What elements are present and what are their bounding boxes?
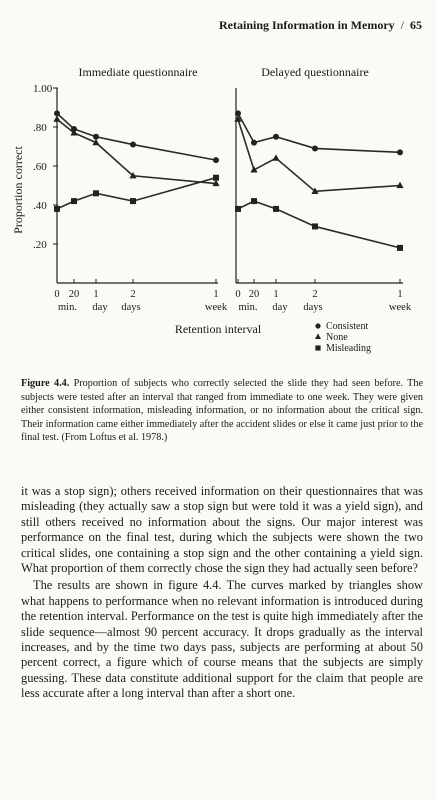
x-tick-sublabel: min. bbox=[58, 302, 77, 313]
x-tick-sublabel: days bbox=[303, 302, 323, 313]
x-tick-label: 0 bbox=[235, 289, 241, 300]
x-tick-label: 20 bbox=[248, 289, 260, 300]
caption-text: Proportion of subjects who correctly selected the slide they had seen before. The subjects were tested after an interval that ranged from immediate to one week. They were given either consistent information, misleading information, or no information about the critical sign. Their information came either immediately after the accident slides or else it came just prior to the final test. (From Loftus et al. 1978.) bbox=[21, 378, 423, 444]
series-line-triangle bbox=[57, 119, 216, 183]
data-point-square bbox=[235, 206, 241, 212]
page-number: 65 bbox=[410, 18, 422, 32]
body-text bbox=[21, 484, 423, 702]
data-point-square bbox=[71, 198, 77, 204]
y-tick-label: .60 bbox=[33, 161, 47, 173]
x-tick-label: 1 bbox=[273, 289, 279, 300]
legend-marker-triangle bbox=[315, 334, 321, 340]
x-tick-sublabel: day bbox=[272, 302, 288, 313]
x-axis-label: Retention interval bbox=[174, 322, 262, 336]
running-title: Retaining Information in Memory bbox=[219, 18, 395, 32]
y-tick-label: 1.00 bbox=[33, 83, 53, 95]
series-line-circle bbox=[238, 113, 400, 152]
figure-caption bbox=[21, 377, 423, 445]
data-point-square bbox=[93, 190, 99, 196]
x-tick-label: 0 bbox=[54, 289, 60, 300]
x-tick-sublabel: day bbox=[92, 302, 108, 313]
y-tick-label: .80 bbox=[33, 122, 47, 134]
x-tick-label: 20 bbox=[68, 289, 80, 300]
y-axis-label: Proportion correct bbox=[11, 146, 25, 234]
data-point-circle bbox=[397, 149, 403, 155]
x-tick-sublabel: min. bbox=[238, 302, 258, 313]
y-tick-label: .40 bbox=[33, 200, 47, 212]
data-point-circle bbox=[251, 140, 257, 146]
x-tick-label: 1 bbox=[213, 289, 219, 300]
series-line-square bbox=[238, 201, 400, 248]
header-separator: / bbox=[400, 18, 404, 32]
legend-label: Misleading bbox=[326, 343, 371, 354]
data-point-circle bbox=[273, 134, 279, 140]
series-line-triangle bbox=[238, 119, 400, 191]
legend-label: None bbox=[326, 332, 348, 343]
body-paragraph-1: it was a stop sign); others received information on their questionnaires that was misleading (they actually saw a stop sign but were told it was a yield sign), and still others received no information about the signs. Our major interest was performance on the final test, during which the subjects were shown the two critical slides, one containing a stop sign and the other containing a yield sign. What proportion of them correctly chose the sign they had actually seen before? bbox=[21, 484, 423, 576]
x-tick-sublabel: week bbox=[388, 302, 412, 313]
x-tick-label: 1 bbox=[397, 289, 403, 300]
y-tick-label: .20 bbox=[33, 239, 47, 251]
data-point-square bbox=[54, 206, 60, 212]
x-tick-label: 2 bbox=[312, 289, 318, 300]
figure-label: Figure 4.4. bbox=[21, 378, 70, 389]
body-paragraph-2: The results are shown in figure 4.4. The curves marked by triangles show what happens to performance when no relevant information is introduced during the retention interval. Performance on the test is quite high immediately after the slide sequence—almost 90 percent accuracy. It drops gradually as the interval increases, and by the time two days pass, subjects are performing at about 50 percent correct, a figure which of course means that the subjects are simply guessing. These data constitute additional support for the claim that people are less accurate after a long interval than after a short one. bbox=[21, 578, 423, 701]
legend-label: Consistent bbox=[326, 321, 369, 332]
figure-4-4-chart bbox=[0, 0, 436, 372]
data-point-triangle bbox=[272, 154, 279, 160]
series-line-square bbox=[57, 178, 216, 209]
data-point-circle bbox=[130, 142, 136, 148]
x-tick-sublabel: week bbox=[204, 302, 228, 313]
legend-marker-square bbox=[315, 345, 320, 350]
legend-marker-circle bbox=[315, 323, 320, 328]
data-point-square bbox=[273, 206, 279, 212]
panel-title: Delayed questionnaire bbox=[261, 65, 369, 79]
data-point-square bbox=[130, 198, 136, 204]
data-point-square bbox=[251, 198, 257, 204]
data-point-square bbox=[312, 223, 318, 229]
x-tick-sublabel: days bbox=[121, 302, 141, 313]
x-tick-label: 1 bbox=[93, 289, 99, 300]
data-point-circle bbox=[312, 145, 318, 151]
data-point-circle bbox=[213, 157, 219, 163]
data-point-square bbox=[213, 175, 219, 181]
data-point-square bbox=[397, 245, 403, 251]
panel-title: Immediate questionnaire bbox=[78, 65, 198, 79]
x-tick-label: 2 bbox=[130, 289, 136, 300]
